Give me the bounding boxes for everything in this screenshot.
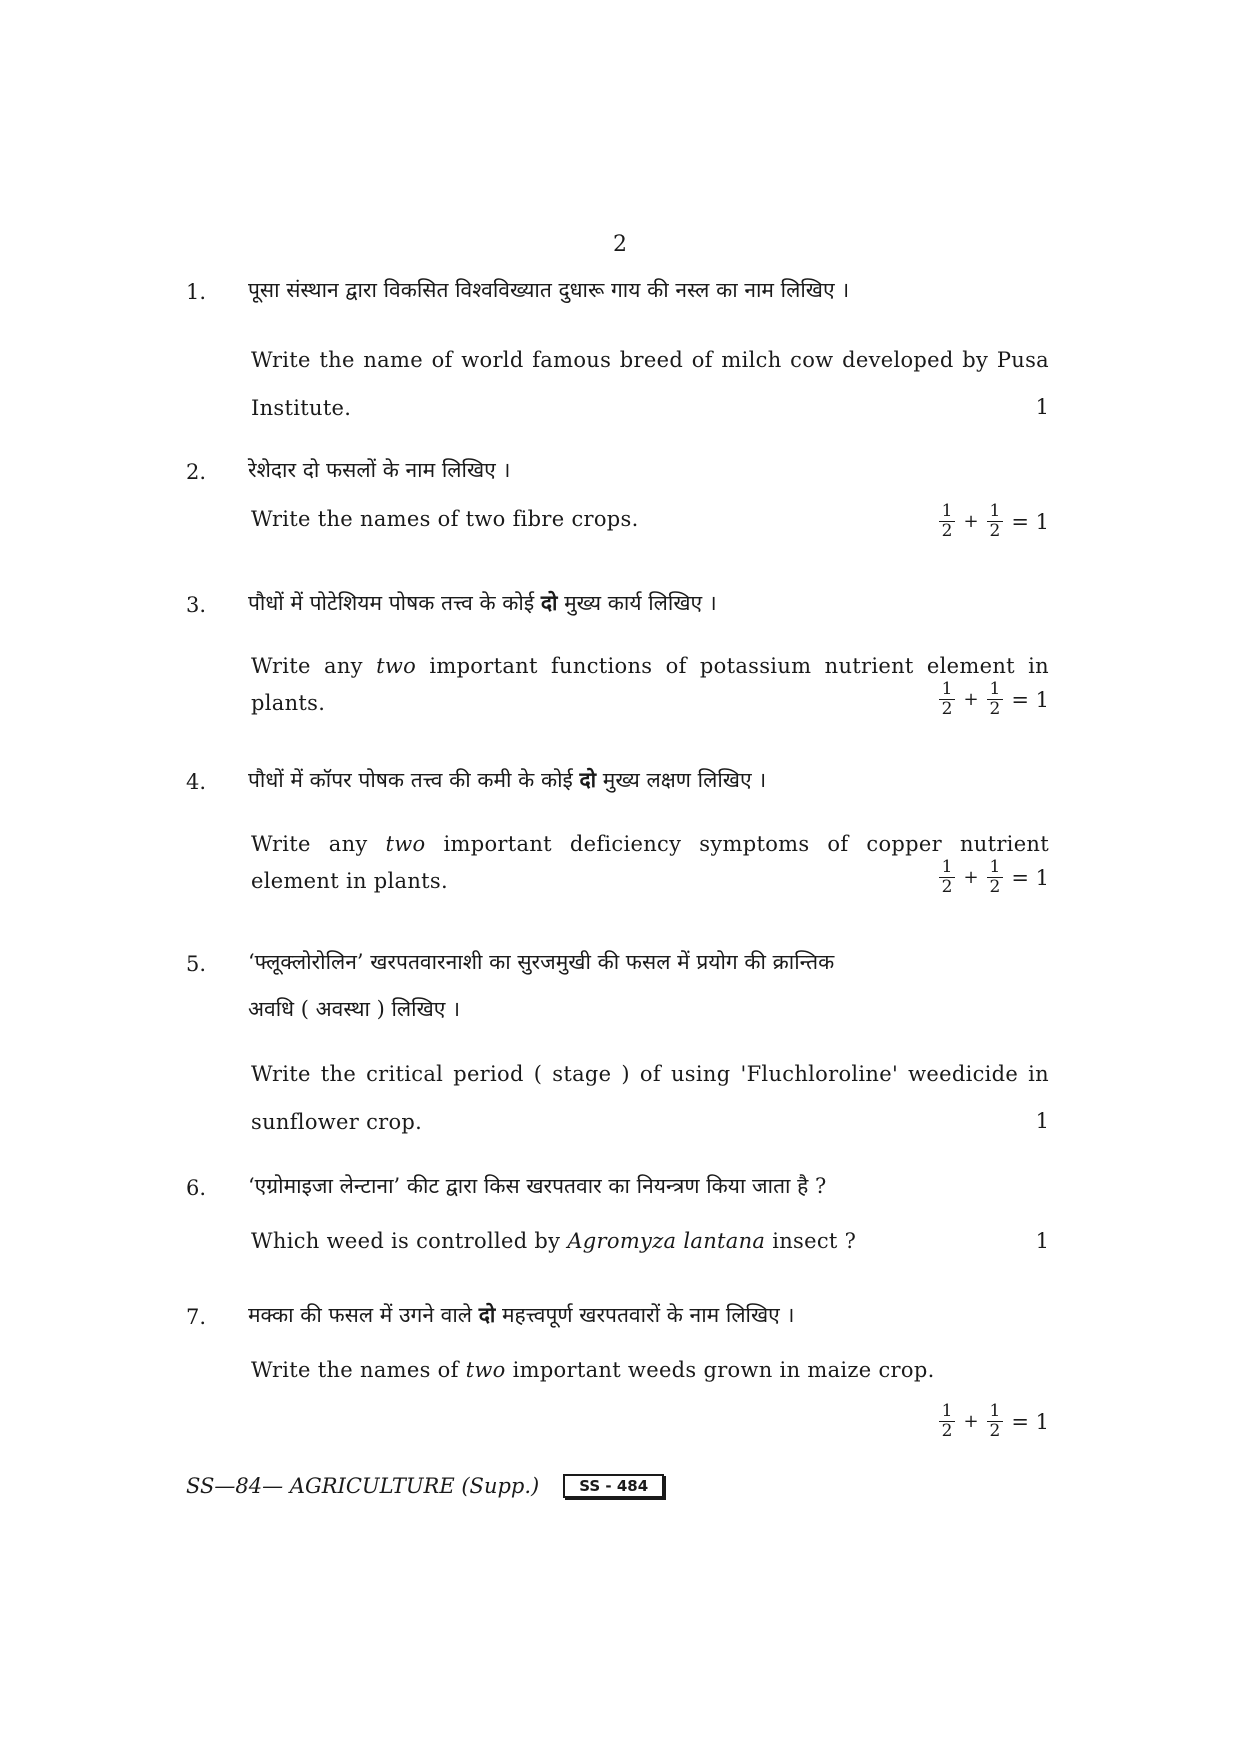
- question-marks: $\frac{1}{2}$ + $\frac{1}{2}$ = 1: [939, 1402, 1049, 1441]
- fraction: $\frac{1}{2}$: [987, 858, 1004, 897]
- paper-code-box: SS - 484: [563, 1474, 664, 1498]
- question-english: Write any two important deficiency symptoms of copper nutrient element in plants.: [251, 832, 1049, 893]
- question-marks: $\frac{1}{2}$ + $\frac{1}{2}$ = 1: [939, 858, 1049, 897]
- question-number: 6.: [186, 1176, 207, 1200]
- question-number: 2.: [186, 460, 207, 484]
- question-marks: 1: [1035, 395, 1049, 419]
- question-hindi: रेशेदार दो फसलों के नाम लिखिए ।: [248, 458, 511, 482]
- question-hindi: ‘एग्रोमाइजा लेन्टाना’ कीट द्वारा किस खरपतवार का नियन्त्रण किया जाता है ?: [248, 1174, 827, 1198]
- question-number: 3.: [186, 593, 207, 617]
- fraction: $\frac{1}{2}$: [987, 680, 1004, 719]
- fraction: $\frac{1}{2}$: [939, 502, 956, 541]
- question-marks: $\frac{1}{2}$ + $\frac{1}{2}$ = 1: [939, 502, 1049, 541]
- fraction: $\frac{1}{2}$: [987, 502, 1004, 541]
- question-english: Write any two important functions of potassium nutrient element in plants.: [251, 654, 1049, 715]
- question-hindi: पौधों में पोटेशियम पोषक तत्त्व के कोई दो मुख्य कार्य लिखिए ।: [248, 590, 717, 615]
- fraction: $\frac{1}{2}$: [939, 1402, 956, 1441]
- question-english: Which weed is controlled by Agromyza lantana insect ?: [251, 1229, 857, 1253]
- question-marks: $\frac{1}{2}$ + $\frac{1}{2}$ = 1: [939, 680, 1049, 719]
- fraction: $\frac{1}{2}$: [939, 858, 956, 897]
- question-hindi-line-2: अवधि ( अवस्था ) लिखिए ।: [248, 997, 461, 1021]
- question-number: 7.: [186, 1305, 207, 1329]
- paper-code: SS—84— AGRICULTURE (Supp.): [186, 1474, 540, 1498]
- page-footer: [186, 1474, 664, 1498]
- question-marks: 1: [1035, 1229, 1049, 1253]
- question-hindi: पौधों में कॉपर पोषक तत्त्व की कमी के कोई दो मुख्य लक्षण लिखिए ।: [248, 767, 767, 792]
- question-hindi-line-1: ‘फ्लूक्लोरोलिन’ खरपतवारनाशी का सुरजमुखी की फसल में प्रयोग की क्रान्तिक: [248, 950, 835, 974]
- question-english: Write the critical period ( stage ) of using 'Fluchloroline' weedicide in sunflower crop.: [251, 1062, 1049, 1134]
- question-number: 4.: [186, 770, 207, 794]
- question-hindi: पूसा संस्थान द्वारा विकसित विश्वविख्यात दुधारू गाय की नस्ल का नाम लिखिए ।: [248, 278, 850, 302]
- question-number: 1.: [186, 280, 207, 304]
- marks-total: = 1: [1011, 1409, 1049, 1434]
- question-english: Write the names of two fibre crops.: [251, 507, 639, 531]
- question-marks: 1: [1035, 1109, 1049, 1133]
- page-number: 2: [613, 232, 627, 257]
- question-hindi: मक्का की फसल में उगने वाले दो महत्त्वपूर्ण खरपतवारों के नाम लिखिए ।: [248, 1302, 795, 1327]
- question-number: 5.: [186, 952, 207, 976]
- marks-total: = 1: [1011, 865, 1049, 890]
- fraction: $\frac{1}{2}$: [939, 680, 956, 719]
- question-english: Write the names of two important weeds grown in maize crop.: [251, 1358, 935, 1382]
- question-english: Write the name of world famous breed of milch cow developed by Pusa Institute.: [251, 348, 1049, 420]
- marks-total: = 1: [1011, 509, 1049, 534]
- marks-total: = 1: [1011, 687, 1049, 712]
- fraction: $\frac{1}{2}$: [987, 1402, 1004, 1441]
